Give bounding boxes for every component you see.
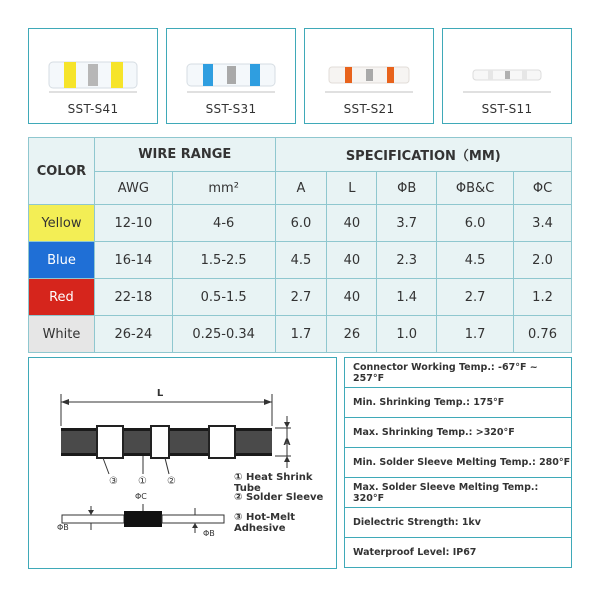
property-waterproof-level: Waterproof Level: IP67	[345, 538, 572, 568]
a-dimension-label: A	[283, 438, 291, 448]
product-card-s31	[166, 28, 296, 124]
a-cell: 2.7	[275, 279, 327, 316]
sleeve-band-left	[203, 64, 213, 86]
awg-cell: 26-24	[94, 316, 172, 353]
mm2-cell: 0.5-1.5	[172, 279, 275, 316]
table-row	[29, 205, 572, 242]
l-cell: 40	[327, 279, 377, 316]
mm2-cell: 0.25-0.34	[172, 316, 275, 353]
callout-2: ②	[167, 476, 176, 487]
awg-cell: 16-14	[94, 242, 172, 279]
color-cell: Yellow	[29, 205, 95, 242]
product-card-s41	[28, 28, 158, 124]
sleeve-band-right	[522, 70, 527, 80]
connector-drawing	[29, 358, 335, 567]
legend-solder-sleeve: ② Solder Sleeve	[234, 492, 324, 503]
color-cell: Red	[29, 279, 95, 316]
b-cell: 1.4	[377, 279, 437, 316]
b-header: ΦB	[377, 172, 437, 205]
color-header: COLOR	[29, 138, 95, 205]
l-cell: 40	[327, 242, 377, 279]
l-header: L	[327, 172, 377, 205]
product-label: SST-S41	[67, 102, 119, 116]
property-min-shrink-temp: Min. Shrinking Temp.: 175°F	[345, 388, 572, 418]
property-max-shrink-temp: Max. Shrinking Temp.: >320°F	[345, 418, 572, 448]
bc-header: ΦB&C	[437, 172, 514, 205]
a-cell: 4.5	[275, 242, 327, 279]
product-label: SST-S11	[481, 102, 533, 116]
product-card-s11	[442, 28, 572, 124]
connector-image	[305, 29, 432, 99]
mm2-header: mm²	[172, 172, 275, 205]
callout-1: ①	[138, 476, 147, 487]
c-header: ΦC	[514, 172, 572, 205]
bc-cell: 6.0	[437, 205, 514, 242]
sleeve-band-left	[64, 62, 76, 88]
color-cell: White	[29, 316, 95, 353]
awg-cell: 12-10	[94, 205, 172, 242]
legend-heat-shrink-tube: ① Heat Shrink Tube	[234, 472, 313, 494]
product-label: SST-S21	[343, 102, 395, 116]
sleeve-band-left	[488, 70, 493, 80]
specification-table	[28, 137, 572, 353]
b-cell: 1.0	[377, 316, 437, 353]
table-row	[29, 279, 572, 316]
specification-header: SPECIFICATION（MM)	[275, 138, 571, 172]
color-cell: Blue	[29, 242, 95, 279]
mm2-cell: 1.5-2.5	[172, 242, 275, 279]
c-cell: 0.76	[514, 316, 572, 353]
property-working-temp: Connector Working Temp.: -67°F ~ 257°F	[345, 358, 572, 388]
bc-cell: 2.7	[437, 279, 514, 316]
l-cell: 26	[327, 316, 377, 353]
b-cell: 2.3	[377, 242, 437, 279]
a-cell: 1.7	[275, 316, 327, 353]
a-cell: 6.0	[275, 205, 327, 242]
b-right-label: ΦB	[203, 529, 215, 538]
l-cell: 40	[327, 205, 377, 242]
properties-table	[344, 357, 572, 568]
bc-cell: 4.5	[437, 242, 514, 279]
table-row	[29, 242, 572, 279]
c-cell: 2.0	[514, 242, 572, 279]
sleeve-band-right	[111, 62, 123, 88]
property-dielectric-strength: Dielectric Strength: 1kv	[345, 508, 572, 538]
connector-image	[29, 29, 156, 99]
connector-image	[167, 29, 294, 99]
sleeve-band-right	[250, 64, 260, 86]
callout-3: ③	[109, 476, 118, 487]
l-dimension-label: L	[156, 388, 164, 399]
c-cell: 3.4	[514, 205, 572, 242]
mm2-cell: 4-6	[172, 205, 275, 242]
dimension-diagram	[28, 357, 337, 569]
b-cell: 3.7	[377, 205, 437, 242]
c-dimension-label: ΦC	[135, 492, 147, 501]
c-cell: 1.2	[514, 279, 572, 316]
legend-hot-melt-adhesive: ③ Hot-Melt Adhesive	[234, 512, 296, 534]
connector-image	[443, 29, 570, 99]
awg-header: AWG	[94, 172, 172, 205]
bc-cell: 1.7	[437, 316, 514, 353]
product-card-s21	[304, 28, 434, 124]
property-max-melt-temp: Max. Solder Sleeve Melting Temp.: 320°F	[345, 478, 572, 508]
sleeve-band-left	[345, 67, 352, 83]
property-min-melt-temp: Min. Solder Sleeve Melting Temp.: 280°F	[345, 448, 572, 478]
a-header: A	[275, 172, 327, 205]
awg-cell: 22-18	[94, 279, 172, 316]
b-left-label: ΦB	[57, 523, 69, 532]
product-label: SST-S31	[205, 102, 257, 116]
wire-range-header: WIRE RANGE	[94, 138, 275, 172]
table-row	[29, 316, 572, 353]
sleeve-band-right	[387, 67, 394, 83]
